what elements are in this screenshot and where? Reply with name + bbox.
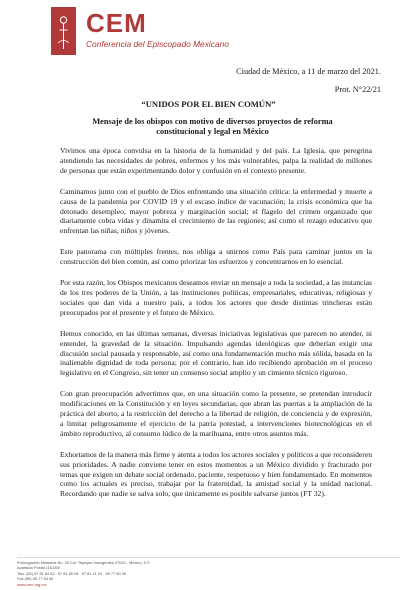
paragraph: Caminamos junto con el pueblo de Dios enfrentando una situación crítica: la enfermedad y muerte a causa de la pandemia por COVID 19 y el escaso índice de vacunación; la crisis económica que ha detonado desempleo, mayor pobreza y marginación social; el flagelo del crimen organizado que diariamente cobra vidas y dinamita el crecimiento de las regiones; así como el rezago educativo que enfrentan las niñas, niños y jóvenes. xyxy=(60,186,372,236)
paragraph: Por esta razón, los Obispos mexicanos deseamos enviar un mensaje a toda la sociedad, a las instancias de los tres poderes de la Unión, a las instituciones políticas, empresariales, educativas, religiosas y sociales que dan vida a nuestro país, a todos los actores que desde distintas trincheras están preocupados por el presente y el futuro de México. xyxy=(60,278,372,317)
paragraph: Este panorama con múltiples frentes, nos obliga a unirnos como País para caminar juntos en la construcción del bien común, así como priorizar los esfuerzos y concentrarnos en lo esencial. xyxy=(60,247,372,267)
logo-name: CEM xyxy=(86,8,147,38)
footer-address: Prolongación Misterios No. 26 Col. Tepeyac Insurgentes 07020 - México, D.F. xyxy=(17,560,151,565)
document-date: Ciudad de México, a 11 de marzo del 2021. xyxy=(236,67,381,76)
document-body xyxy=(60,146,372,510)
paragraph: Vivimos una época convulsa en la historia de la humanidad y del país. La Iglesia, que peregrina atendiendo las necesidades de pobres, enfermos y los más vulnerables, palpa la realidad de millones de personas que están experimentando dolor y confusión en el contexto presente. xyxy=(60,146,372,175)
protocol-number: Prot. N°22/21 xyxy=(334,85,381,94)
paragraph: Con gran preocupación advertimos que, en una situación como la presente, se pretendan introducir modificaciones en la Constitución y en leyes secundarias, que abran las puertas a la ampliación de la práctica del aborto, a la restricción del derecho a la libertad de religión, de conciencia y de expresión, a limitar peligrosamente el ejercicio de la patria potestad, a intervenciones biotecnológicas en el ámbito reproductivo, al consumo lúdico de la marihuana, entre otros asuntos más. xyxy=(60,389,372,438)
paragraph: Exhortamos de la manera más firme y atenta a todos los actores sociales y políticos a que reconsideren sus prioridades. A nadie conviene tener en estos momentos a un México dividido y fracturado por temas que exigen un debate social ordenado, paciente, respetuoso y bien fundamentado. En momentos como los actuales es preciso, trabajar por la fraternidad, la amistad social y la unidad nacional. Recordando que nadie se salva solo, que únicamente es posible salvarse juntos (FT 32). xyxy=(60,449,372,499)
footer-fax: Fax (55) 55-77 54 89 xyxy=(17,576,54,582)
document-title: “UNIDOS POR EL BIEN COMÚN” xyxy=(141,99,276,109)
paragraph: Hemos conocido, en las últimas semanas, diversas iniciativas legislativas que parecen no atender, ni entender, la gravedad de la situación. Impulsando agendas ideológicas que deberían exigir una discusión social pausada y responsable, así como una fundamentación mucho más sólida, basada en la inalienable dignidad de toda persona; por el contrario, han ido recibiendo aprobación en el proceso legislativo en el Congreso, sin tener un consenso social amplio y un cimiento técnico riguroso. xyxy=(60,328,372,378)
footer xyxy=(17,560,151,587)
document-subtitle: Mensaje de los obispos con motivo de diversos proyectos de reforma constitucional y legal en México xyxy=(92,117,333,137)
footer-po-box: Apartado Postal 118-055 xyxy=(17,565,60,571)
footer-phones: Tels. (55) 57 81 84 62 . 57 81 80 08 . 57 81 41 01 . 55 77 80 39 xyxy=(17,570,127,576)
footer-url-link[interactable]: www.cem.org.mx xyxy=(17,581,47,587)
footer-divider xyxy=(17,557,400,558)
logo-text xyxy=(86,10,229,49)
logo-subtitle: Conferencia del Episcopado Mexicano xyxy=(86,39,229,49)
cem-logo-icon xyxy=(51,7,76,55)
